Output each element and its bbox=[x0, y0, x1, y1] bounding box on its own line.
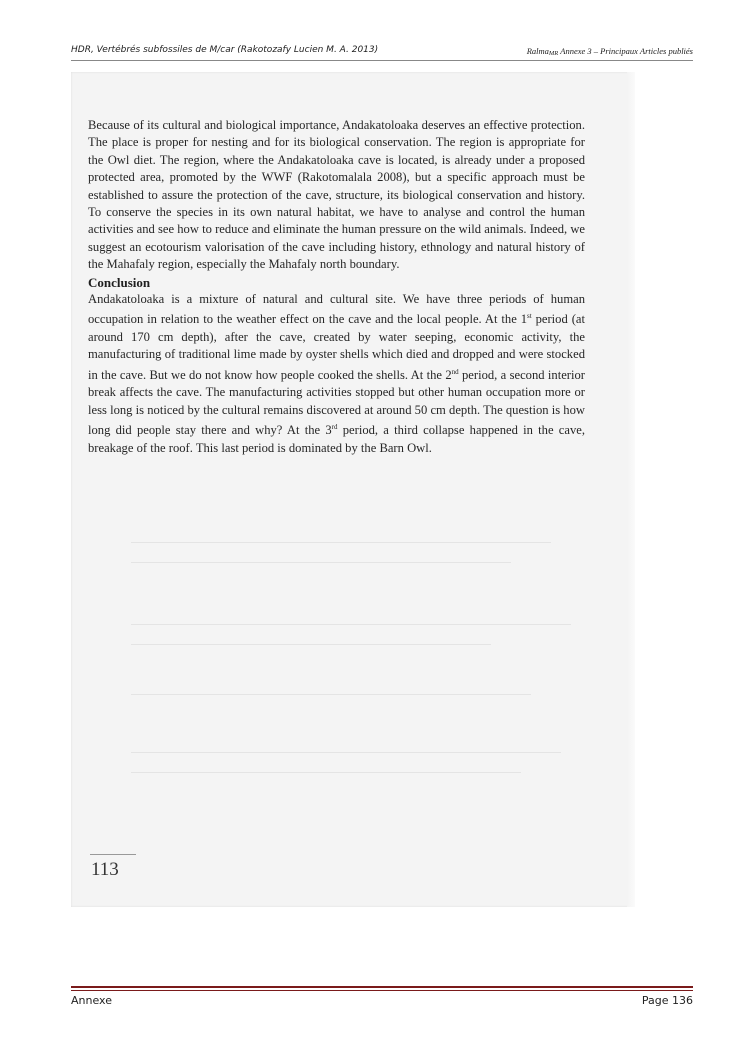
body-text bbox=[88, 117, 585, 457]
paragraph-conservation: Because of its cultural and biological importance, Andakatoloaka deserves an effective protection. The place is proper for nesting and for its biological conservation. The region is appropriate for the Owl diet. The region, where the Andakatoloaka cave is located, is already under a proposed protected area, promoted by the WWF (Rakotomalala 2008), but a specific approach must be established to assure the protection of the cave, structure, its biological conservation and history. To conserve the species in its own natural habitat, we have to analyse and control the human activities and see how to reduce and eliminate the human pressure on the wild animals. Indeed, we suggest an ecotourism valorisation of the cave including history, ethnology and natural history of the Mahafaly region, especially the Mahafaly north boundary. bbox=[88, 118, 585, 272]
conclusion-heading: Conclusion bbox=[88, 274, 151, 290]
ordinal-3rd: rd bbox=[331, 423, 338, 432]
conclusion-text-part-1: Andakatoloaka is a mixture of natural and cultural site. We have three periods of human occupation in relation to the weather effect on the cave and the local people. At the 1 bbox=[88, 292, 585, 327]
conclusion-text-part-2: period (at around 170 cm depth), after the cave, created by water seeping, economic activity, the manufacturing of traditional lime made by oyster shells which died and dropped and were stocked in the cave. But we do not know how people cooked the shells. At the 2 bbox=[88, 312, 585, 383]
show-through-line bbox=[131, 644, 491, 645]
footer-left-label: Annexe bbox=[71, 994, 112, 1007]
show-through-line bbox=[131, 772, 521, 773]
running-header-left: HDR, Vertébrés subfossiles de M/car (Rakotozafy Lucien M. A. 2013) bbox=[71, 45, 379, 55]
scan-edge-shadow bbox=[627, 72, 635, 907]
paragraph-conclusion bbox=[88, 291, 585, 457]
header-author-subscript: MR bbox=[548, 50, 559, 57]
page-number-rule bbox=[90, 854, 136, 855]
ordinal-2nd: nd bbox=[451, 367, 459, 376]
running-header-right bbox=[527, 46, 693, 57]
conclusion-text-part-4: period, a third collapse happened in the cave, breakage of the roof. This last period is dominated by the Barn Owl. bbox=[88, 423, 586, 455]
header-annex-title: Annexe 3 – Principaux Articles publiés bbox=[558, 46, 693, 56]
show-through-line bbox=[131, 562, 511, 563]
show-through-line bbox=[131, 752, 561, 753]
header-rule bbox=[71, 60, 693, 61]
scan-page-number: 113 bbox=[91, 859, 119, 880]
show-through-line bbox=[131, 624, 571, 625]
scanned-page bbox=[71, 72, 635, 907]
footer-rule-thin bbox=[71, 990, 693, 991]
show-through-line bbox=[131, 542, 551, 543]
footer-page-number: Page 136 bbox=[641, 994, 693, 1007]
show-through-line bbox=[131, 694, 531, 695]
header-author-prefix: Ralma bbox=[526, 46, 549, 56]
ordinal-1st: st bbox=[527, 312, 532, 321]
conclusion-text-part-3: period, a second interior break affects the cave. The manufacturing activities stopped but other human occupation more or less long is noticed by the cultural remains discovered at around 50 cm depth. The question is how long did people stay there and why? At the 3 bbox=[88, 368, 585, 438]
footer-rule-thick bbox=[71, 986, 693, 988]
